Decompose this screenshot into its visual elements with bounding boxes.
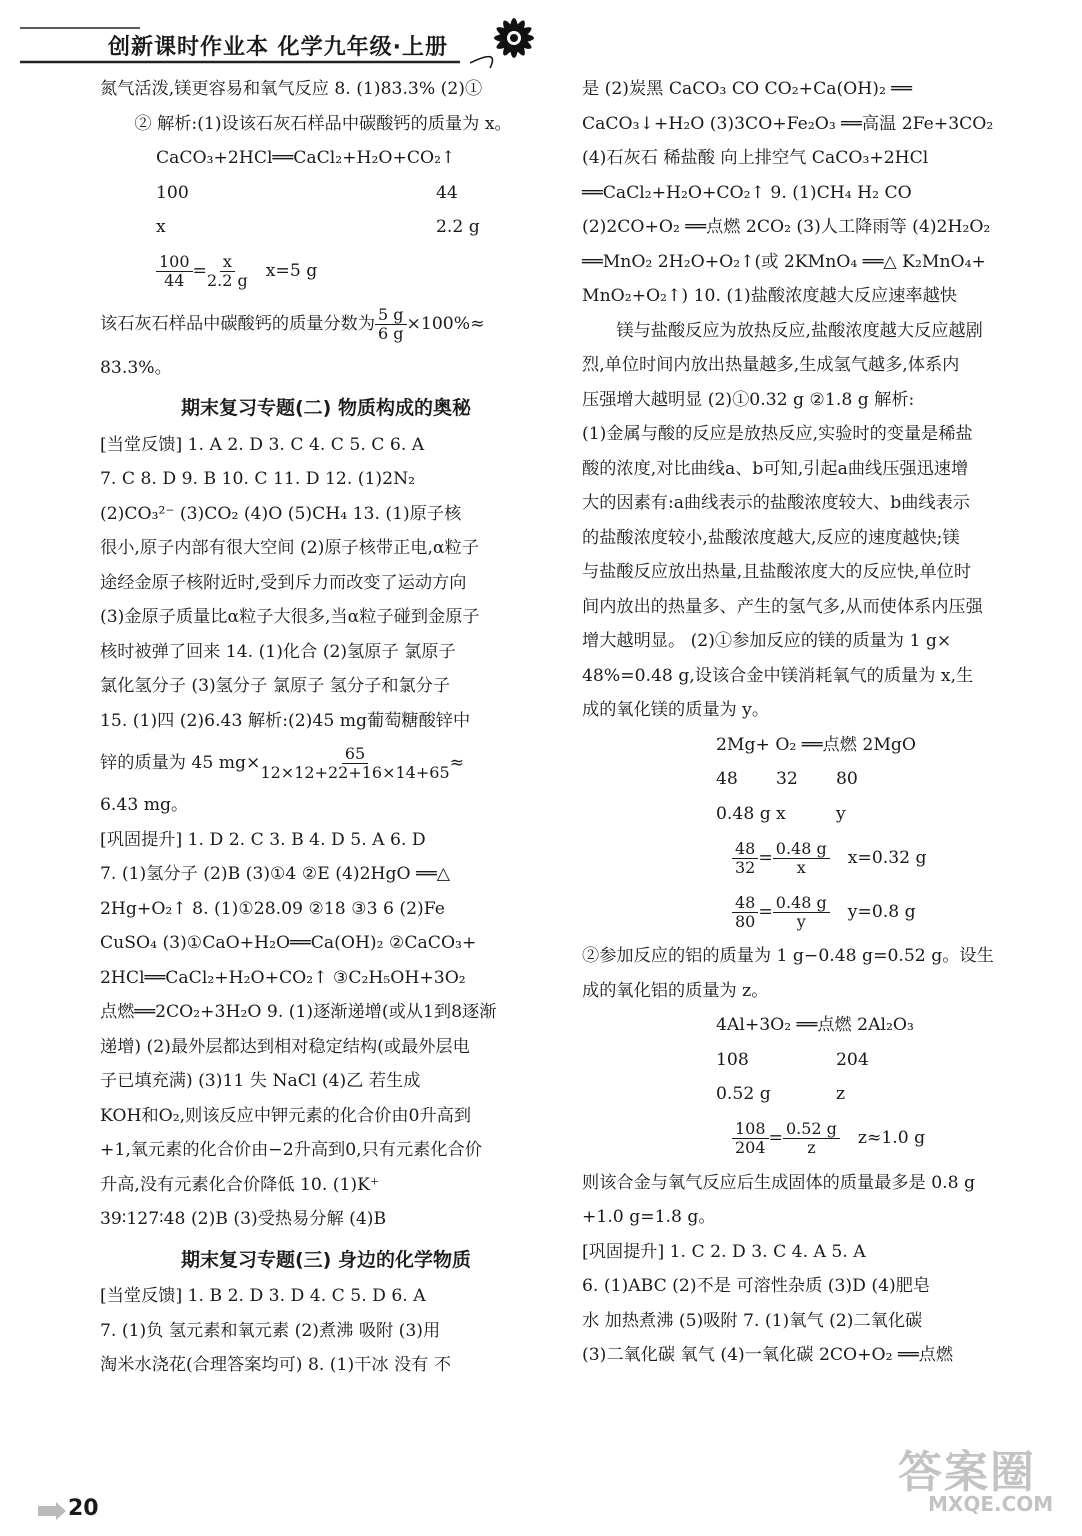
page-number: 20: [68, 1496, 99, 1521]
text-line: 与盐酸反应放出热量,且盐酸浓度大的反应快,单位时: [582, 562, 972, 582]
chemical-equation: CaCO₃+2HCl══CaCl₂+H₂O+CO₂↑: [156, 148, 456, 168]
text-line: KOH和O₂,则该反应中钾元素的化合价由0升高到: [100, 1105, 472, 1126]
fraction: [732, 1120, 769, 1157]
fraction: [156, 253, 193, 290]
text-line: 酸的浓度,对比曲线a、b可知,引起a曲线压强迅速增: [582, 458, 969, 479]
text-line: 15. (1)四 (2)6.43 解析:(2)45 mg葡萄糖酸锌中: [100, 710, 471, 731]
denominator: 80: [735, 911, 756, 931]
text-line: (2)CO₃²⁻ (3)CO₂ (4)O (5)CH₄ 13. (1)原子核: [100, 503, 462, 524]
ratio-line: $\frac{48}{32}$ = $\frac{0.48 g}{x}$ x=0.32 g: [582, 831, 1028, 885]
numerator: x: [220, 253, 235, 272]
denominator: 6 g: [378, 324, 404, 343]
ratio-result: x=0.32 g: [847, 847, 927, 868]
fraction-sentence: [100, 738, 552, 788]
text-span: 该石灰石样品中碳酸钙的质量分数为: [100, 314, 376, 335]
text-line: 6.43 mg。: [100, 795, 189, 815]
text-line: 水 加热煮沸 (5)吸附 7. (1)氧气 (2)二氧化碳: [582, 1310, 923, 1331]
text-line: 点燃══2CO₂+3H₂O 9. (1)逐渐递增(或从1到8逐渐: [100, 1002, 497, 1022]
book-title: 创新课时作业本 化学九年级·上册: [108, 35, 449, 60]
ratio-line: $\frac{100}{44}$ = $\frac{x}{2.2 g}$ x=5 g: [100, 245, 552, 299]
calc-row: [100, 210, 552, 245]
page-arrow-icon: [38, 1502, 66, 1520]
text-line: (3)二氧化碳 氧气 (4)一氧化碳 2CO+O₂ ══点燃: [582, 1345, 954, 1365]
calc-row: [582, 1043, 1028, 1078]
denominator: 12×12+22+16×14+65: [260, 762, 450, 782]
text-span: ×100%≈: [406, 314, 485, 335]
calc-value: 100: [156, 182, 189, 203]
text-line: [当堂反馈] 1. A 2. D 3. C 4. C 5. C 6. A: [100, 434, 425, 455]
text-line: MnO₂+O₂↑) 10. (1)盐酸浓度越大反应速率越快: [582, 286, 957, 306]
denominator: 32: [735, 857, 756, 877]
calc-row: [582, 762, 1028, 797]
text-line: 大的因素有:a曲线表示的盐酸浓度较大、b曲线表示: [582, 493, 970, 513]
text-line: (2)2CO+O₂ ══点燃 2CO₂ (3)人工降雨等 (4)2H₂O₂: [582, 217, 991, 237]
text-line: 氯化氢分子 (3)氢分子 氯原子 氢分子和氯分子: [100, 676, 451, 696]
text-line: 39∶127∶48 (2)B (3)受热易分解 (4)B: [100, 1209, 387, 1229]
text-line: 途经金原子核附近时,受到斥力而改变了运动方向: [100, 572, 467, 593]
text-line: 子已填充满) (3)11 失 NaCl (4)乙 若生成: [100, 1071, 421, 1091]
calc-value: x: [776, 803, 786, 824]
ratio-line: $\frac{108}{204}$ = $\frac{0.52 g}{z}$ z≈1.0 g: [582, 1112, 1028, 1166]
calc-value: 32: [776, 769, 798, 789]
text-line: 很小,原子内部有很大空间 (2)原子核带正电,α粒子: [100, 538, 479, 558]
calc-value: 80: [836, 769, 858, 789]
text-line: +1,氧元素的化合价由−2升高到0,只有元素化合价: [100, 1140, 482, 1160]
text-line: 氮气活泼,镁更容易和氧气反应 8. (1)83.3% (2)①: [100, 79, 483, 99]
text-line: 是 (2)炭黑 CaCO₃ CO CO₂+Ca(OH)₂ ══: [582, 79, 913, 99]
numerator: 48: [732, 840, 758, 859]
text-line: 7. (1)负 氢元素和氧元素 (2)煮沸 吸附 (3)用: [100, 1320, 441, 1341]
ratio-result: z≈1.0 g: [857, 1128, 926, 1149]
fraction: [783, 1120, 840, 1157]
text-line: 升高,没有元素化合价降低 10. (1)K⁺: [100, 1174, 380, 1195]
fraction-sentence: [100, 299, 552, 351]
numerator: 65: [342, 745, 368, 764]
numerator: 100: [156, 253, 193, 272]
numerator: 0.48 g: [773, 894, 830, 913]
text-line: 的盐酸浓度较小,盐酸浓度越大,反应的速度越快;镁: [582, 527, 960, 548]
text-line: (4)石灰石 稀盐酸 向上排空气 CaCO₃+2HCl: [582, 148, 929, 168]
calc-value: 2.2 g: [436, 217, 480, 237]
text-line: 成的氧化铝的质量为 z。: [582, 980, 769, 1001]
calc-row: [582, 797, 1028, 832]
text-line: CuSO₄ (3)①CaO+H₂O══Ca(OH)₂ ②CaCO₃+: [100, 933, 477, 953]
text-line: CaCO₃↓+H₂O (3)3CO+Fe₂O₃ ══高温 2Fe+3CO₂: [582, 113, 994, 134]
section-title: 期末复习专题(二) 物质构成的奥秘: [181, 397, 471, 419]
denominator: 204: [735, 1138, 766, 1157]
text-line: [当堂反馈] 1. B 2. D 3. D 4. C 5. D 6. A: [100, 1286, 426, 1306]
calc-value: 0.48 g: [716, 803, 771, 824]
numerator: 0.52 g: [783, 1120, 840, 1139]
text-line: 2Hg+O₂↑ 8. (1)①28.09 ②18 ③3 6 (2)Fe: [100, 898, 445, 919]
text-span: 锌的质量为 45 mg×: [100, 752, 261, 773]
text-line: 2HCl══CaCl₂+H₂O+CO₂↑ ③C₂H₅OH+3O₂: [100, 967, 466, 988]
fraction: [773, 840, 830, 877]
fraction: [260, 745, 449, 782]
numerator: 48: [732, 894, 758, 913]
ratio-result: y=0.8 g: [847, 901, 916, 922]
calc-value: 44: [436, 182, 458, 203]
text-line: (1)金属与酸的反应是放热反应,实验时的变量是稀盐: [582, 424, 973, 444]
left-column: [100, 72, 552, 1383]
page-header: [20, 0, 1060, 74]
text-line: [巩固提升] 1. D 2. C 3. B 4. D 5. A 6. D: [100, 829, 426, 850]
chemical-equation: 2Mg+ O₂ ══点燃 2MgO: [716, 734, 917, 755]
calc-value: x: [156, 217, 166, 237]
right-column: [582, 72, 1028, 1373]
text-line: 48%=0.48 g,设该合金中镁消耗氧气的质量为 x,生: [582, 665, 974, 686]
denominator: z: [807, 1138, 816, 1157]
denominator: y: [796, 911, 806, 931]
fraction: [207, 253, 248, 290]
flower-icon: [470, 8, 560, 70]
watermark: [898, 1436, 1068, 1530]
calc-row: [100, 176, 552, 211]
text-line: 镁与盐酸反应为放热反应,盐酸浓度越大反应越剧: [616, 320, 983, 341]
text-line: 成的氧化镁的质量为 y。: [582, 700, 770, 720]
text-line: ══MnO₂ 2H₂O+O₂↑(或 2KMnO₄ ══△ K₂MnO₄+: [582, 251, 986, 272]
text-line: [巩固提升] 1. C 2. D 3. C 4. A 5. A: [582, 1241, 866, 1262]
text-line: 6. (1)ABC (2)不是 可溶性杂质 (3)D (4)肥皂: [582, 1276, 931, 1296]
text-span: ≈: [449, 752, 465, 773]
denominator: 44: [164, 271, 185, 290]
ratio-line: $\frac{48}{80}$ = $\frac{0.48 g}{y}$ y=0.8 g: [582, 885, 1028, 939]
calc-value: z: [836, 1084, 846, 1104]
denominator: x: [796, 857, 806, 877]
ratio-result: x=5 g: [265, 261, 318, 282]
text-line: 核时被弹了回来 14. (1)化合 (2)氢原子 氯原子: [100, 641, 456, 662]
text-line: 则该合金与氧气反应后生成固体的质量最多是 0.8 g: [582, 1172, 976, 1193]
text-line: (3)金原子质量比α粒子大很多,当α粒子碰到金原子: [100, 607, 480, 627]
calc-value: 108: [716, 1049, 749, 1070]
text-line: 递增) (2)最外层都达到相对稳定结构(或最外层电: [100, 1036, 470, 1057]
calc-value: y: [836, 803, 846, 824]
text-line: 7. (1)氢分子 (2)B (3)①4 ②E (4)2HgO ══△: [100, 864, 450, 884]
watermark-url: MXQE.COM: [928, 1492, 1054, 1516]
calc-row: [582, 1077, 1028, 1112]
text-line: 83.3%。: [100, 357, 172, 378]
text-line: 间内放出的热量多、产生的氢气多,从而使体系内压强: [582, 596, 983, 617]
numerator: 108: [732, 1120, 769, 1139]
calc-value: 48: [716, 769, 738, 789]
calc-value: 204: [836, 1049, 869, 1070]
text-line: +1.0 g=1.8 g。: [582, 1207, 716, 1227]
text-line: 增大越明显。 (2)①参加反应的镁的质量为 1 g×: [582, 631, 952, 651]
text-line: 淘米水浇花(合理答案均可) 8. (1)干冰 没有 不: [100, 1355, 452, 1375]
text-line: ══CaCl₂+H₂O+CO₂↑ 9. (1)CH₄ H₂ CO: [582, 182, 912, 203]
numerator: 0.48 g: [773, 840, 830, 859]
fraction: [773, 894, 830, 931]
text-line: ② 解析:(1)设该石灰石样品中碳酸钙的质量为 x。: [134, 113, 512, 134]
text-line: 7. C 8. D 9. B 10. C 11. D 12. (1)2N₂: [100, 469, 415, 489]
text-line: ②参加反应的铝的质量为 1 g−0.48 g=0.52 g。设生: [582, 946, 994, 966]
numerator: 5 g: [375, 306, 407, 325]
watermark-logo: 答案圈: [898, 1447, 1036, 1498]
fraction: [732, 894, 758, 931]
section-title: 期末复习专题(三) 身边的化学物质: [181, 1248, 471, 1271]
text-line: 压强增大越明显 (2)①0.32 g ②1.8 g 解析:: [582, 389, 915, 410]
text-line: 烈,单位时间内放出热量越多,生成氢气越多,体系内: [582, 355, 960, 375]
chemical-equation: 4Al+3O₂ ══点燃 2Al₂O₃: [716, 1015, 914, 1035]
denominator: 2.2 g: [206, 271, 248, 290]
fraction: [732, 840, 758, 877]
fraction: [375, 306, 407, 343]
calc-value: 0.52 g: [716, 1084, 771, 1104]
